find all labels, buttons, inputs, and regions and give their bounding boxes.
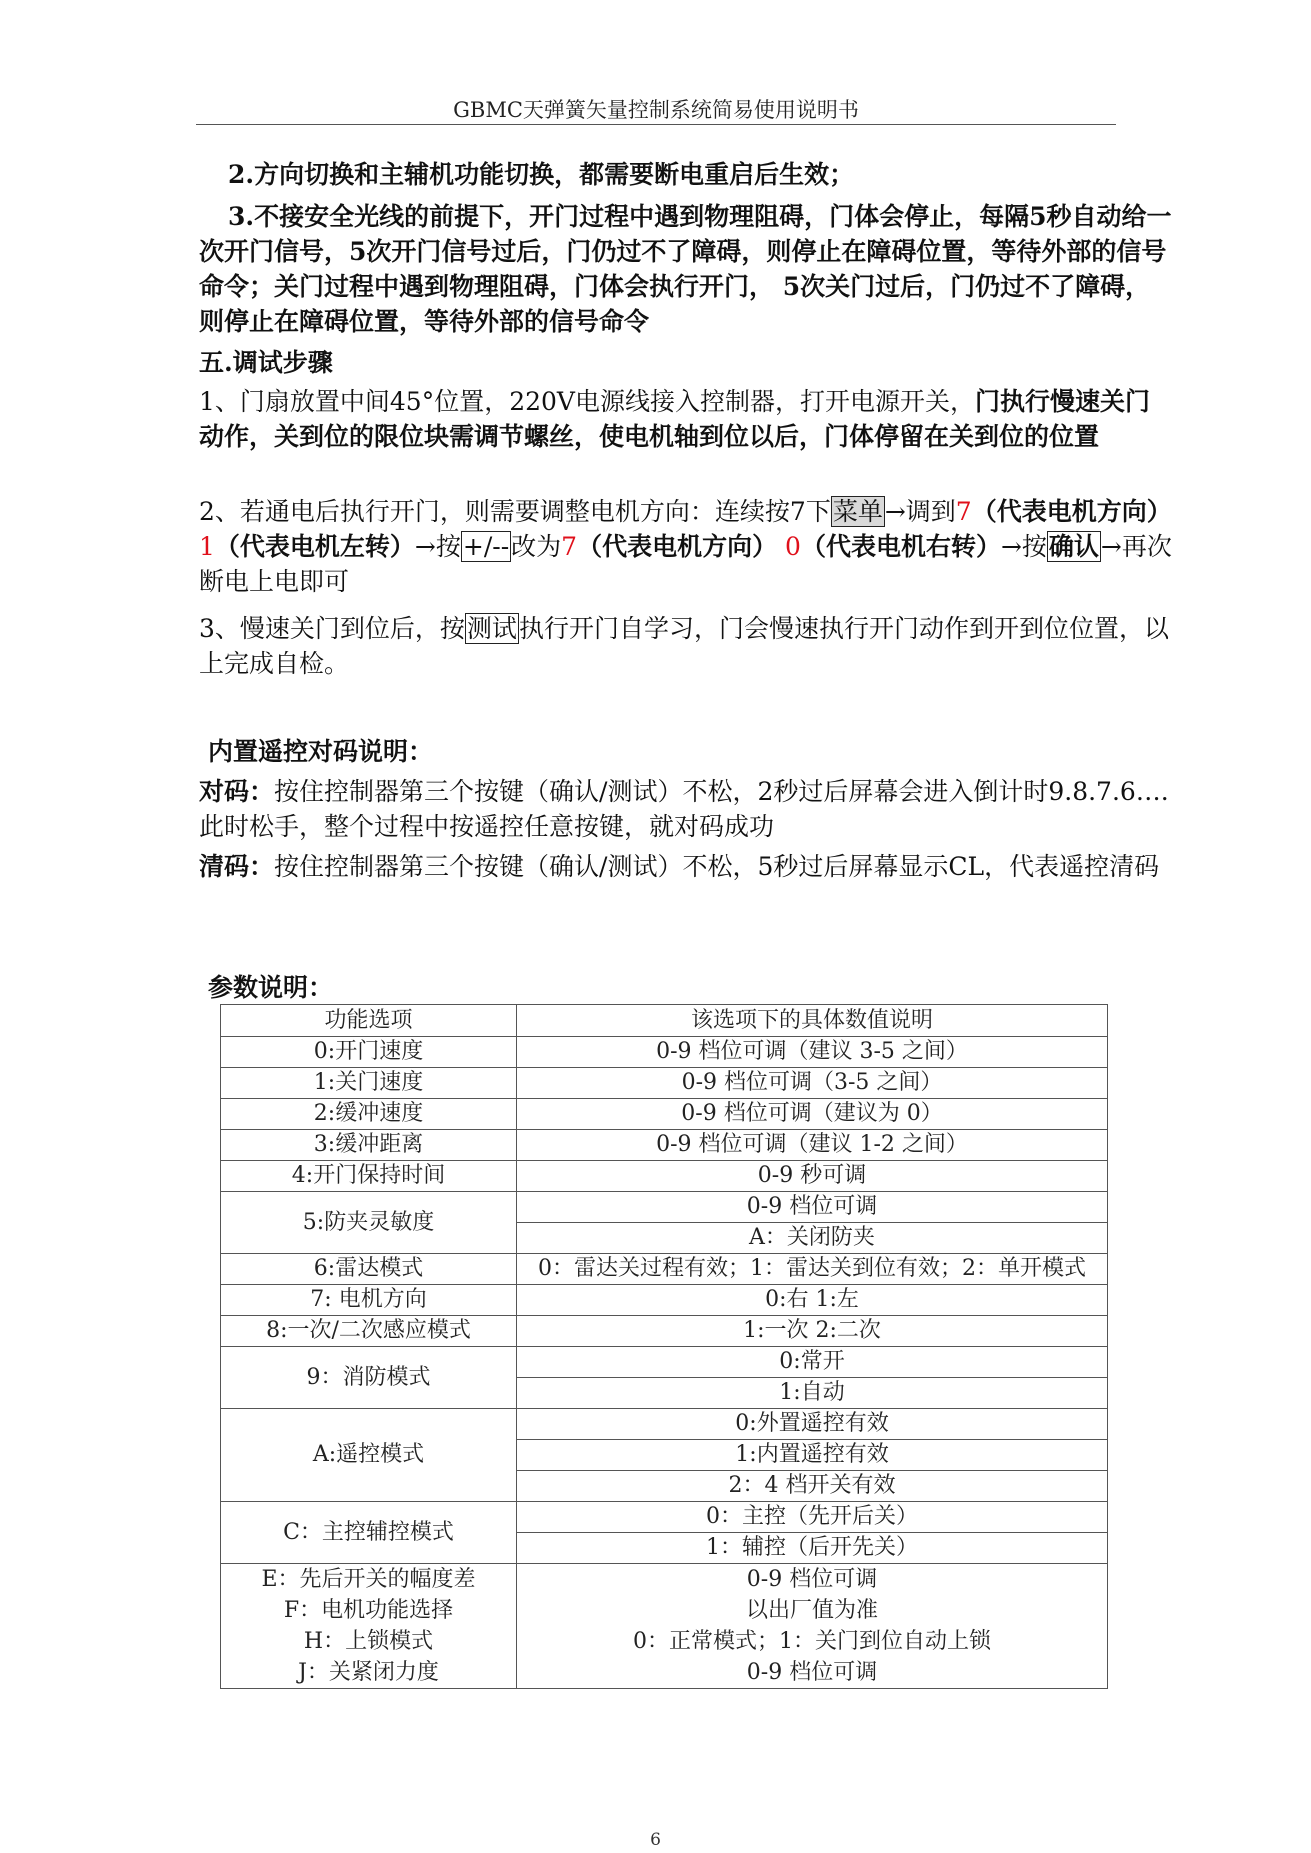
step2-bold: （代表电机左转）	[214, 532, 415, 561]
step-3	[199, 611, 1174, 681]
param-value: 0-9 档位可调（建议 1-2 之间）	[517, 1130, 1108, 1161]
note-3: 3.不接安全光线的前提下，开门过程中遇到物理阻碍，门体会停止，每隔5秒自动给一次开门信号，5次开门信号过后，门仍过不了障碍，则停止在障碍位置，等待外部的信号命令；关门过程中遇到物理阻碍，门体会执行开门， 5次关门过后，门仍过不了障碍，则停止在障碍位置，等待外部的信号命令	[199, 202, 1172, 336]
menu-key: 菜单	[832, 497, 883, 526]
param-value: 2：4 档开关有效	[517, 1471, 1108, 1502]
step2-text: →再次断电上电即可	[199, 532, 1172, 596]
param-value: 以出厂值为准	[745, 1598, 878, 1623]
param-value: 0:常开	[517, 1347, 1108, 1378]
param-name: 4:开门保持时间	[221, 1161, 517, 1192]
step2-text: 改为	[511, 532, 562, 561]
step-2	[199, 494, 1174, 599]
step2-red: 1	[199, 532, 215, 561]
confirm-key: 确认	[1048, 532, 1099, 561]
param-value: 0-9 档位可调（3-5 之间）	[517, 1068, 1108, 1099]
test-key: 测试	[466, 614, 517, 643]
clear-label: 清码：	[199, 852, 275, 881]
table-header-row	[221, 1005, 1108, 1037]
step2-text: 2、若通电后执行开门，则需要调整电机方向：连续按7下	[199, 497, 831, 526]
params-title: 参数说明：	[208, 973, 334, 1002]
param-value: 0-9 档位可调	[746, 1660, 878, 1685]
pair-text: 按住控制器第三个按键（确认/测试）不松，2秒过后屏幕会进入倒计时9.8.7.6….此时松手，整个过程中按遥控任意按键，就对码成功	[199, 777, 1169, 841]
step2-text: →调到	[884, 497, 956, 526]
plus-minus-key: +/--	[462, 532, 510, 561]
param-name: C：主控辅控模式	[221, 1502, 517, 1564]
step2-text: →按	[1000, 532, 1047, 561]
param-value: 0-9 秒可调	[517, 1161, 1108, 1192]
param-value: 0:外置遥控有效	[517, 1409, 1108, 1440]
param-name: 9：消防模式	[221, 1347, 517, 1409]
params-table	[220, 1004, 1108, 1689]
step3-text: 执行开门自学习，门会慢速执行开门动作到开到位位置，以上完成自检。	[199, 614, 1169, 678]
table-row	[221, 1099, 1108, 1130]
pair-code	[199, 774, 1174, 844]
param-name: 3:缓冲距离	[221, 1130, 517, 1161]
step1-bold: 门执行慢速关门动作，关到位的限位块需调节螺丝，使电机轴到位以后，门体停留在关到位的位置	[199, 387, 1151, 451]
remote-title: 内置遥控对码说明：	[208, 737, 434, 766]
param-value: 0：雷达关过程有效；1：雷达关到位有效；2：单开模式	[517, 1254, 1108, 1285]
param-name: H：上锁模式	[303, 1629, 434, 1654]
table-row	[221, 1161, 1108, 1192]
table-row	[221, 1037, 1108, 1068]
param-value: 1：辅控（后开先关）	[517, 1533, 1108, 1564]
param-value: 1:内置遥控有效	[517, 1440, 1108, 1471]
step2-red: 7	[955, 497, 972, 526]
param-value: 0：主控（先开后关）	[517, 1502, 1108, 1533]
clear-text: 按住控制器第三个按键（确认/测试）不松，5秒过后屏幕显示CL，代表遥控清码	[274, 852, 1160, 881]
step2-red: 0	[777, 532, 801, 561]
step2-red: 7	[561, 532, 578, 561]
table-row	[221, 1564, 1108, 1689]
table-row	[221, 1316, 1108, 1347]
col-header-function: 功能选项	[221, 1005, 517, 1037]
param-name: 0:开门速度	[221, 1037, 517, 1068]
header-divider	[196, 124, 1116, 125]
param-value: A：关闭防夹	[517, 1223, 1108, 1254]
clear-code	[199, 849, 1174, 884]
step2-bold: （代表电机方向）	[971, 497, 1172, 526]
table-row	[221, 1285, 1108, 1316]
param-name: A:遥控模式	[221, 1409, 517, 1502]
param-value: 0-9 档位可调	[746, 1567, 878, 1592]
note-2: 2.方向切换和主辅机功能切换，都需要断电重启后生效；	[228, 160, 855, 189]
step2-bold: （代表电机右转）	[800, 532, 1001, 561]
table-row	[221, 1347, 1108, 1378]
table-row	[221, 1130, 1108, 1161]
param-name: 1:关门速度	[221, 1068, 517, 1099]
section5-title: 五.调试步骤	[199, 348, 333, 377]
param-value-group	[517, 1564, 1108, 1689]
table-row	[221, 1502, 1108, 1533]
param-value: 0-9 档位可调（建议为 0）	[517, 1099, 1108, 1130]
col-header-description: 该选项下的具体数值说明	[517, 1005, 1108, 1037]
table-row	[221, 1254, 1108, 1285]
table-row	[221, 1068, 1108, 1099]
param-name: J：关紧闭力度	[298, 1660, 439, 1685]
step2-text: →按	[414, 532, 461, 561]
pair-label: 对码：	[199, 777, 275, 806]
step-1	[199, 384, 1174, 454]
param-name-group	[221, 1564, 517, 1689]
step1-plain: 1、门扇放置中间45°位置，220V电源线接入控制器，打开电源开关，	[199, 387, 975, 416]
param-value: 0-9 档位可调	[517, 1192, 1108, 1223]
page-number: 6	[650, 1830, 661, 1850]
page-header: GBMC天弹簧矢量控制系统简易使用说明书	[453, 98, 859, 122]
param-value: 0:右 1:左	[517, 1285, 1108, 1316]
param-value: 0-9 档位可调（建议 3-5 之间）	[517, 1037, 1108, 1068]
param-name: 6:雷达模式	[221, 1254, 517, 1285]
step3-text: 3、慢速关门到位后，按	[199, 614, 465, 643]
param-name: E：先后开关的幅度差	[261, 1567, 476, 1592]
param-name: 2:缓冲速度	[221, 1099, 517, 1130]
param-name: 5:防夹灵敏度	[221, 1192, 517, 1254]
param-value: 1:自动	[517, 1378, 1108, 1409]
param-value: 0：正常模式；1：关门到位自动上锁	[633, 1629, 991, 1654]
param-name: 8:一次/二次感应模式	[221, 1316, 517, 1347]
param-value: 1:一次 2:二次	[517, 1316, 1108, 1347]
param-name: 7: 电机方向	[221, 1285, 517, 1316]
table-row	[221, 1409, 1108, 1440]
table-row	[221, 1192, 1108, 1223]
param-name: F：电机功能选择	[283, 1598, 454, 1623]
step2-bold: （代表电机方向）	[577, 532, 778, 561]
